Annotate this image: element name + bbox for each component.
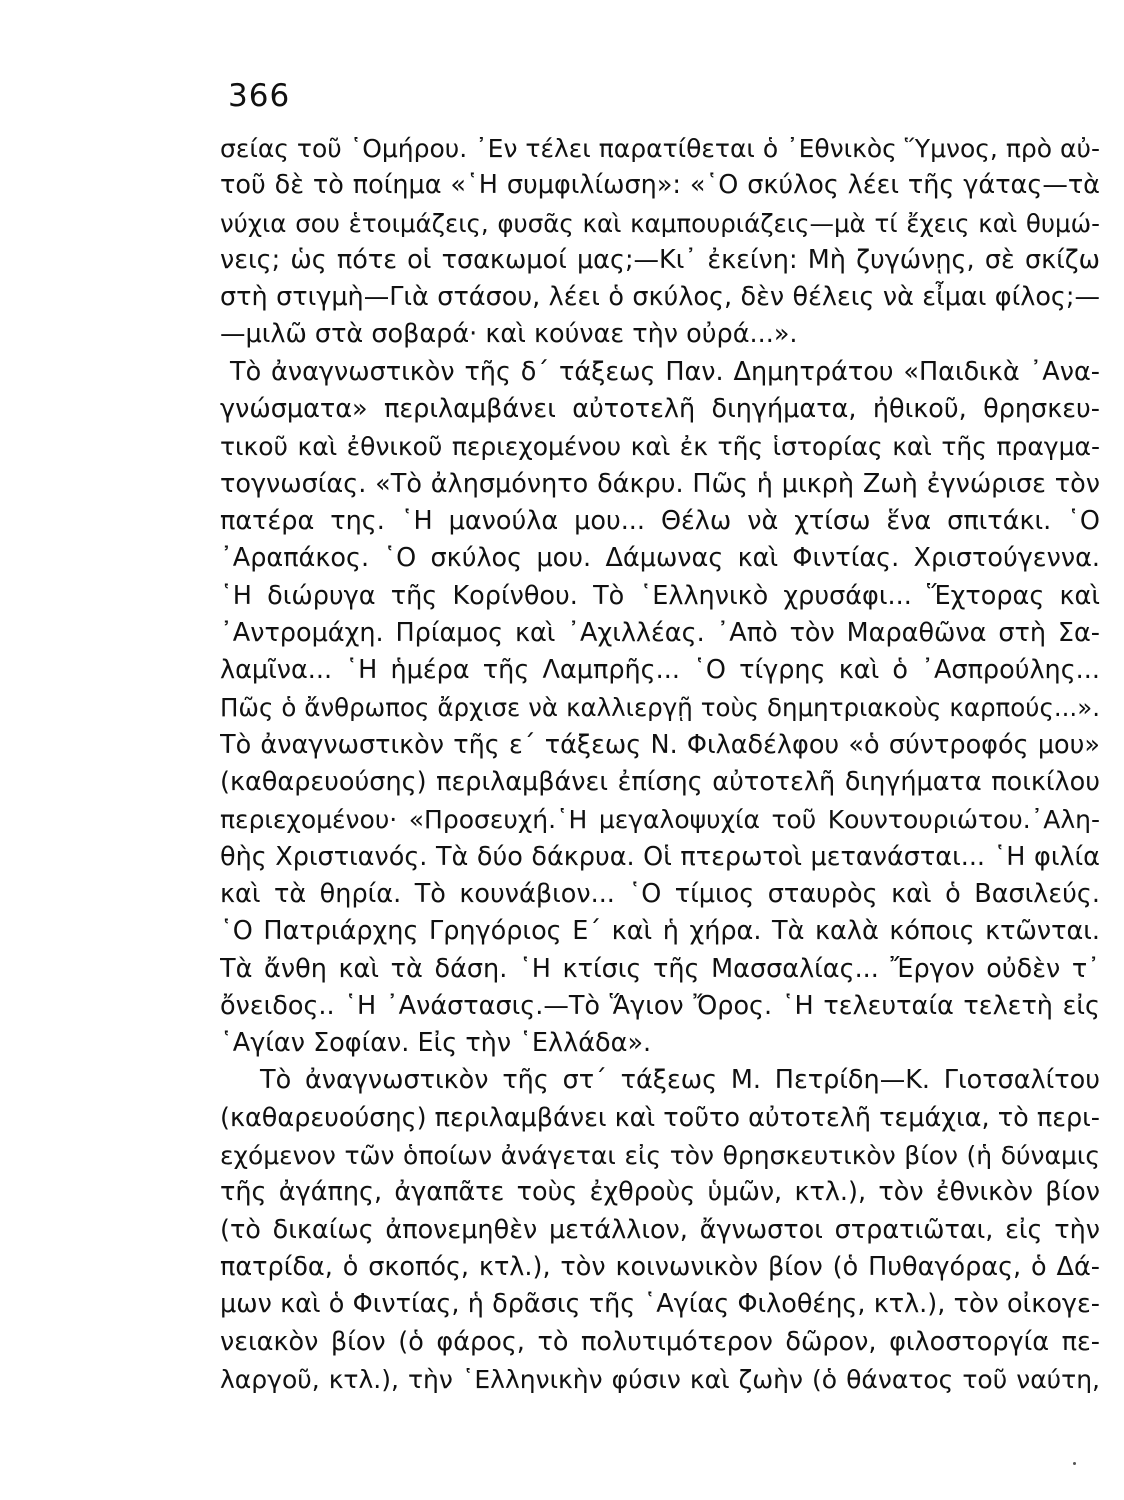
text-line: μων καὶ ὁ Φιντίας, ἡ δρᾶσις τῆς ῾Αγίας Φιλοθέης, κτλ.), τὸν οἰκογε- bbox=[220, 1289, 1100, 1320]
text-line: λαργοῦ, κτλ.), τὴν ῾Ελληνικὴν φύσιν καὶ ζωὴν (ὁ θάνατος τοῦ ναύτη, bbox=[220, 1364, 1100, 1394]
text-line: εχόμενον τῶν ὁποίων ἀνάγεται εἰς τὸν θρησκευτικὸν βίον (ἡ δύναμις bbox=[220, 1141, 1100, 1171]
text-line: ὄνειδος.. ῾Η ᾿Ανάστασις.—Τὸ Ἅγιον Ὄρος. ῾Η τελευταία τελετὴ εἰς bbox=[220, 990, 1100, 1021]
text-line: (καθαρευούσης) περιλαμβάνει ἐπίσης αὐτοτελῆ διηγήματα ποικίλου bbox=[220, 767, 1100, 798]
text-line: (τὸ δικαίως ἀπονεμηθὲν μετάλλιον, ἄγνωστοι στρατιῶται, εἰς τὴν bbox=[220, 1214, 1100, 1245]
text-line: θὴς Χριστιανός. Τὰ δύο δάκρυα. Οἱ πτερωτοὶ μετανάσται... ῾Η φιλία bbox=[220, 841, 1100, 872]
text-line: —μιλῶ στὰ σοβαρά· καὶ κούναε τὴν οὐρά...». bbox=[220, 319, 798, 350]
text-line: ῾Η διώρυγα τῆς Κορίνθου. Τὸ ῾Ελληνικὸ χρυσάφι... Ἕχτορας καὶ bbox=[220, 580, 1100, 611]
text-line: νεις; ὡς πότε οἱ τσακωμοί μας;—Κι᾿ ἐκείνη: Μὴ ζυγώνῃς, σὲ σκίζω bbox=[220, 244, 1100, 275]
text-line: πατρίδα, ὁ σκοπός, κτλ.), τὸν κοινωνικὸν βίον (ὁ Πυθαγόρας, ὁ Δά- bbox=[220, 1251, 1100, 1282]
text-line: (καθαρευούσης) περιλαμβάνει καὶ τοῦτο αὐτοτελῆ τεμάχια, τὸ περι- bbox=[220, 1102, 1100, 1133]
text-line: περιεχομένου· «Προσευχή.῾Η μεγαλοψυχία τοῦ Κουντουριώτου.᾿Αλη- bbox=[220, 805, 1100, 835]
text-line: τογνωσίας. «Τὸ ἀλησμόνητο δάκρυ. Πῶς ἡ μικρὴ Ζωὴ ἐγνώρισε τὸν bbox=[220, 468, 1100, 499]
text-line: νειακὸν βίον (ὁ φάρος, τὸ πολυτιμότερον δῶρον, φιλοστοργία πε- bbox=[220, 1326, 1100, 1357]
scan-speck bbox=[1073, 1462, 1076, 1465]
paragraph-start-line: Τὸ ἀναγνωστικὸν τῆς στ΄ τάξεως Μ. Πετρίδη—Κ. Γιοτσαλίτου bbox=[260, 1065, 1100, 1096]
page-number: 366 bbox=[228, 78, 291, 114]
paragraph-start-line: Τὸ ἀναγνωστικὸν τῆς ε΄ τάξεως Ν. Φιλαδέλφου «ὁ σύντροφός μου» bbox=[220, 729, 1100, 760]
text-line: νύχια σου ἑτοιμάζεις, φυσᾶς καὶ καμπουριάζεις—μὰ τί ἔχεις καὶ θυμώ- bbox=[220, 208, 1100, 238]
paragraph-start-line: Τὸ ἀναγνωστικὸν τῆς δ΄ τάξεως Παν. Δημητράτου «Παιδικὰ ᾿Ανα- bbox=[230, 356, 1100, 387]
text-line: πατέρα της. ῾Η μανούλα μου... Θέλω νὰ χτίσω ἕνα σπιτάκι. ῾Ο bbox=[220, 505, 1100, 536]
text-line: Τὰ ἄνθη καὶ τὰ δάση. ῾Η κτίσις τῆς Μασσαλίας... Ἔργον οὐδὲν τ᾿ bbox=[220, 953, 1100, 984]
text-line: τικοῦ καὶ ἐθνικοῦ περιεχομένου καὶ ἐκ τῆς ἱστορίας καὶ τῆς πραγμα- bbox=[220, 432, 1100, 462]
text-line: γνώσματα» περιλαμβάνει αὐτοτελῆ διηγήματα, ἠθικοῦ, θρησκευ- bbox=[220, 394, 1100, 425]
text-line: λαμῖνα... ῾Η ἡμέρα τῆς Λαμπρῆς... ῾Ο τίγρης καὶ ὁ ᾿Ασπρούλης... bbox=[220, 655, 1100, 686]
text-line: ᾿Αραπάκος. ῾Ο σκύλος μου. Δάμωνας καὶ Φιντίας. Χριστούγεννα. bbox=[220, 543, 1100, 574]
text-line: στὴ στιγμὴ—Γιὰ στάσου, λέει ὁ σκύλος, δὲν θέλεις νὰ εἶμαι φίλος;— bbox=[220, 282, 1100, 313]
text-line: ῾Ο Πατριάρχης Γρηγόριος Ε΄ καὶ ἡ χήρα. Τὰ καλὰ κόποις κτῶνται. bbox=[220, 916, 1100, 947]
text-line: τῆς ἀγάπης, ἀγαπᾶτε τοὺς ἐχθροὺς ὑμῶν, κτλ.), τὸν ἐθνικὸν βίον bbox=[220, 1177, 1100, 1208]
text-line: καὶ τὰ θηρία. Τὸ κουνάβιον... ῾Ο τίμιος σταυρὸς καὶ ὁ Βασιλεύς. bbox=[220, 878, 1100, 909]
body-text bbox=[220, 130, 1100, 1398]
text-line: σείας τοῦ ῾Ομήρου. ᾿Εν τέλει παρατίθεται ὁ ᾿Εθνικὸς Ὕμνος, πρὸ αὐ- bbox=[220, 134, 1100, 163]
text-line: τοῦ δὲ τὸ ποίημα «῾Η συμφιλίωση»: «῾Ο σκύλος λέει τῆς γάτας—τὰ bbox=[220, 170, 1100, 201]
text-line: Πῶς ὁ ἄνθρωπος ἄρχισε νὰ καλλιεργῇ τοὺς δημητριακοὺς καρπούς...». bbox=[220, 693, 1100, 723]
text-line: ῾Αγίαν Σοφίαν. Εἰς τὴν ῾Ελλάδα». bbox=[220, 1028, 652, 1059]
text-line: ᾿Αντρομάχη. Πρίαμος καὶ ᾿Αχιλλέας. ᾿Απὸ τὸν Μαραθῶνα στὴ Σα- bbox=[220, 617, 1100, 648]
